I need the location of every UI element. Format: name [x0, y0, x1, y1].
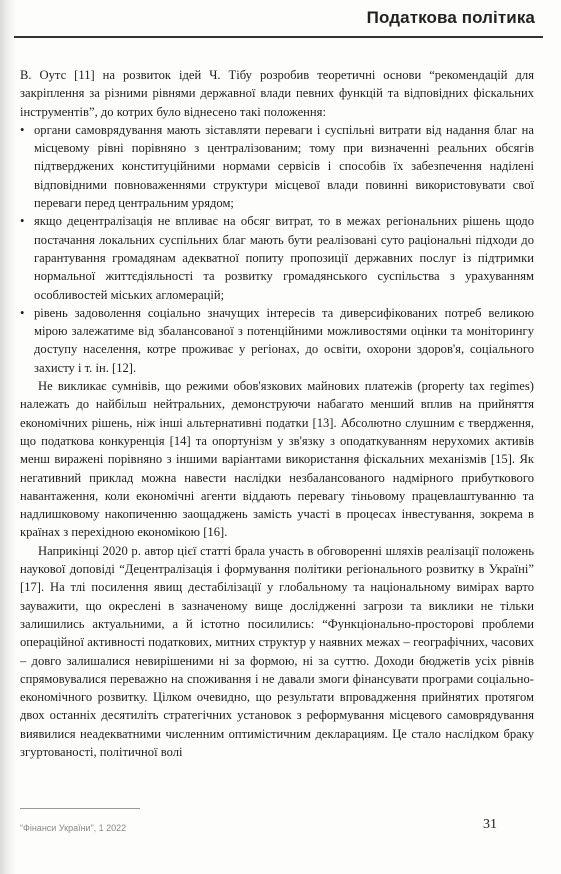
journal-name: “Фінанси України”, 1 2022 — [20, 823, 127, 833]
bullet-text: органи самоврядування мають зіставляти переваги і суспільні витрати від надання благ на місцевому рівні порівняно з централізованим; тому при визначенні реальних обсягів підтверджених конституційними нормами сервісів і способів їх забезпечення наділені відповідними повноваженнями структури місцевої влади повинні використовувати свої переваги перед центральним урядом; — [34, 122, 534, 211]
bullet-marker: • — [20, 122, 25, 137]
article-body — [20, 66, 534, 761]
footer-rule — [20, 808, 140, 809]
bullet-marker: • — [20, 214, 25, 229]
bullet-text: рівень задоволення соціально значущих інтересів та диверсифікованих потреб великою мірою залежатиме від збалансованої з потенційними можливостями оцінки та моніторингу доступу населення, котре проживає у регіонах, до освіти, охорони здоров'я, соціального захисту і т. ін. [12]. — [34, 305, 534, 375]
scan-edge-shadow — [0, 0, 16, 874]
page-number: 31 — [483, 817, 497, 832]
section-title: Податкова політика — [366, 8, 535, 27]
paragraph-decentralization: Наприкінці 2020 р. автор цієї статті брала участь в обговоренні шляхів реалізації положень наукової доповіді “Децентралізація і формування політики регіонального розвитку в Україні” [17]. На тлі посилення явищ дестабілізації у глобальному та національному вимірах варто зауважити, що окреслені в зазначеному вище дослідженні загрози та виклики не тільки залишились актуальними, а й істотно посилились: “Функціонально-просторові проблеми операційної активності податкових, митних структур у наявних межах – географічних, часових – довго залишалися невирішеними ні за формою, ні за суттю. Доходи бюджетів усіх рівнів спрямовувалися переважно на споживання і не давали змоги фінансувати програми соціально-економічного розвитку. Цілком очевидно, що результати впровадження прийнятих протягом двох останніх десятиліть стратегічних установок з реформування місцевого самоврядування виявилися неадекватними численним оптимістичним декларациям. Це стало наслідком браку згуртованості, політичної волі — [20, 543, 534, 759]
paragraph-oates: В. Оутс [11] на розвиток ідей Ч. Тібу розробив теоретичні основи “рекомендацій для закріплення за різними рівнями державної влади певних функцій та відповідних фіскальних інструментів”, до котрих було віднесено такі положення: — [20, 68, 534, 119]
bullet-text: якщо децентралізація не впливає на обсяг витрат, то в межах регіональних рішень щодо постачання локальних суспільних благ мають бути реалізовані суто раціональні підходи до гарантування громадянам адекватної попиту пропозиції державних послуг із підтримки нормальної життєдіяльності та розвитку громадянського суспільства з урахуванням особливостей міських агломерацій; — [34, 214, 534, 302]
bullet-item — [20, 304, 534, 377]
bullet-marker: • — [20, 305, 25, 320]
bullet-item — [20, 121, 534, 212]
bullet-item — [20, 212, 534, 303]
paragraph-property-tax: Не викликає сумнівів, що режими обов'язкових майнових платежів (property tax regimes) належать до найбільш нейтральних, демонструючи набагато менший вплив на прийняття економічних рішень, ніж інші альтернативні податки [13]. Абсолютно слушним є твердження, що податкова конкуренція [14] та опортунізм у зв'язку з оподаткуванням нерухомих активів менш виражені порівняно з іншими варіантами використання фіскальних механізмів [15]. Як негативний приклад можна навести наслідки незбалансованого надмірного прибуткового навантаження, коли економічні агенти віддають перевагу тіньовому працевлаштуванню та надлишковому накопиченню заощаджень замість участі в процесах інвестування, зокрема в країнах з перехідною економікою [16]. — [20, 379, 534, 540]
header-rule — [14, 36, 543, 38]
